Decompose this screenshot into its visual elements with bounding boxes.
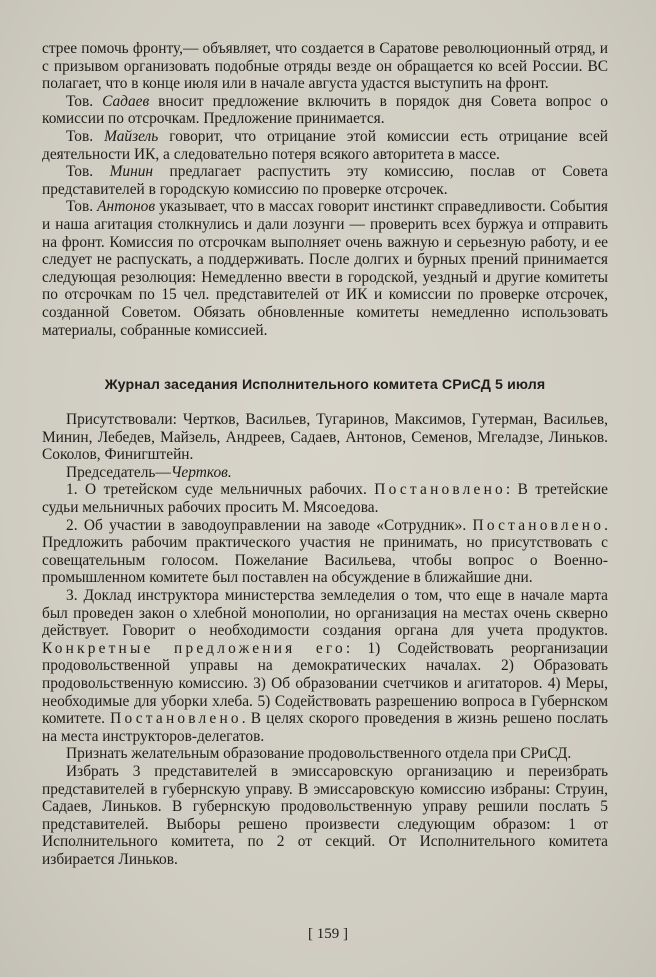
spaced-word: Конкретные предложения его xyxy=(42,639,346,657)
text: вносит предложение включить в порядок дня Совета вопрос о комиссии по отсрочкам. Предложение принимается. xyxy=(42,92,608,128)
paragraph-minin xyxy=(42,163,608,198)
text: Тов. xyxy=(66,198,98,216)
paragraph-antonov xyxy=(42,198,608,339)
chair-name: Чертков. xyxy=(170,463,232,481)
text: . В целях скорого проведения в жизнь решено послать на места инструкторов-делегатов. xyxy=(42,710,608,745)
text: . Предложить рабочим практического участия не принимать, но присутствовать с совещательным голосом. Пожелание Васильева, чтобы вопрос о Военно-промышленном комитете был поставлен на обсуждение в ближайшие дни. xyxy=(42,516,608,587)
text: : В третейские судьи мельничных рабочих просить М. Мясоедова. xyxy=(42,481,608,517)
spaced-word: Постановлено xyxy=(374,481,506,499)
spaced-word: Постановлено xyxy=(110,710,242,728)
page-number: [ 159 ] xyxy=(308,926,348,942)
paragraph-item-3 xyxy=(42,587,608,745)
text: указывает, что в массах говорит инстинкт справедливости. События и наша агитация столкнулись и дали лозунги — проверить всех буржуа и отправить на фронт. Комиссия по отсрочкам выполняет очень важную и серьезную работу, и ее следует не распускать, а поддерживать. После долгих и бурных прений принимается следующая резолюция: Немедленно ввести в городской, уездный и другие комитеты по отсрочкам по 15 чел. представителей от ИК и комиссии по проверке отсрочек, созданной Советом. Обязать обновленные комитеты немедленно использовать материалы, собранные комиссией. xyxy=(42,198,608,339)
text-block-top xyxy=(42,40,608,339)
text: 2. Об участии в заводоуправлении на заводе «Сотрудник». xyxy=(66,516,473,534)
spaced-word: Постановлено xyxy=(472,516,605,534)
text-block-minutes xyxy=(42,411,608,868)
text: Председатель— xyxy=(66,463,171,481)
text: 1. О третейском суде мельничных рабочих. xyxy=(66,481,375,499)
text: говорит, что отрицание этой комиссии есть отрицание всей деятельности ИК, а следовательно потеря всякого авторитета в массе. xyxy=(42,127,609,163)
paragraph-sadaev xyxy=(42,93,608,128)
paragraph-item-1 xyxy=(42,481,608,516)
paragraph-present: Присутствовали: Чертков, Васильев, Тугаринов, Максимов, Гутерман, Васильев, Минин, Лебедев, Майзель, Андреев, Садаев, Антонов, Семенов, Мгеладзе, Линьков. Соколов, Финигштейн. xyxy=(42,411,608,464)
paragraph-elections: Избрать 3 представителей в эмиссаровскую организацию и переизбрать представителей в губернскую управу. В эмиссаровскую комиссию избраны: Струин, Садаев, Линьков. В губернскую продовольственную управу решили послать 5 представителей. Выборы решено произвести следующим образом: 1 от Исполнительного комитета, по 2 от секций. От Исполнительного комитета избирается Линьков. xyxy=(42,762,608,868)
speaker-name: Майзель xyxy=(104,127,159,145)
speaker-name: Садаев xyxy=(102,92,150,110)
speaker-name: Минин xyxy=(109,163,154,181)
text: Тов. xyxy=(66,163,110,181)
text: предлагает распустить эту комиссию, послав от Совета представителей в городскую комиссию по проверке отсрочек. xyxy=(42,163,608,198)
paragraph-item-2 xyxy=(42,517,608,587)
text: Тов. xyxy=(66,92,103,110)
speaker-name: Антонов xyxy=(97,198,156,216)
paragraph-maizel xyxy=(42,128,608,163)
paragraph-continuation: стрее помочь фронту,— объявляет, что создается в Саратове революционный отряд, и с призывом организовать подобные отряды везде он обращается ко всей России. ВС полагает, что в конце июля или в начале августа удастся выступить на фронт. xyxy=(42,40,608,93)
section-heading: Журнал заседания Исполнительного комитета СРиСД 5 июля xyxy=(104,377,546,394)
text: Тов. xyxy=(66,127,105,145)
paragraph-food-department: Признать желательным образование продовольственного отдела при СРиСД. xyxy=(66,745,572,763)
text: : 1) Содействовать реорганизации продовольственной управы на демократических началах. 2) Образовать продовольственную комиссию. 3) Об образовании счетчиков и агитаторов. 4) Меры, необходимые для уборки хлеба. 5) Содействовать разрешению вопроса в Губернском комитете. xyxy=(42,639,608,728)
text: 3. Доклад инструктора министерства земледелия о том, что еще в начале марта был проведен закон о хлебной монополии, но организация на местах очень скверно действует. Говорит о необходимости создания органа для учета продуктов. xyxy=(42,587,608,640)
paragraph-chair xyxy=(42,464,608,482)
